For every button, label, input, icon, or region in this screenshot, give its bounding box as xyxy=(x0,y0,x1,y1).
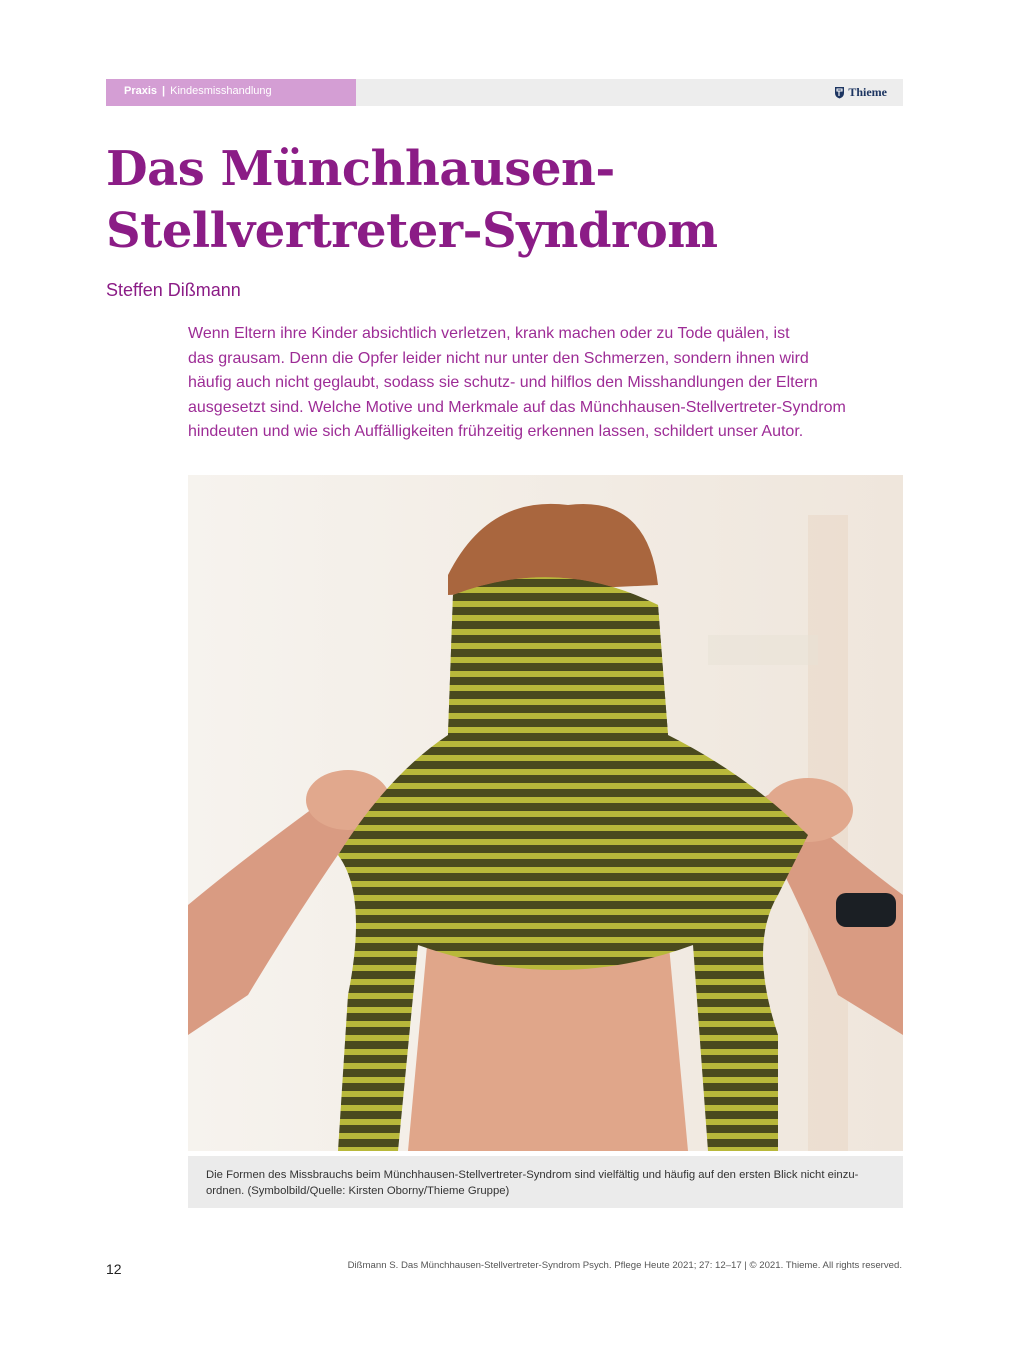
article-author: Steffen Dißmann xyxy=(106,280,241,300)
lead-paragraph xyxy=(188,322,908,445)
section-tag xyxy=(106,79,356,106)
article-title xyxy=(106,138,906,262)
photo-illustration xyxy=(188,475,903,1151)
page-number: 12 xyxy=(106,1261,122,1277)
caption-line: ordnen. (Symbolbild/Quelle: Kirsten Oborny/Thieme Gruppe) xyxy=(206,1185,510,1197)
article-photo xyxy=(188,475,903,1151)
lead-line: häufig auch nicht geglaubt, sodass sie schutz- und hilflos den Misshandlungen der Eltern xyxy=(188,374,818,391)
topic-label: Kindesmisshandlung xyxy=(170,85,272,97)
title-line: Stellvertreter-Syndrom xyxy=(106,203,718,259)
thieme-crest-icon xyxy=(834,86,845,99)
publisher-name: Thieme xyxy=(848,85,887,99)
lead-line: das grausam. Denn die Opfer leider nicht nur unter den Schmerzen, sondern ihnen wird xyxy=(188,349,809,367)
section-separator: | xyxy=(162,85,166,97)
lead-line: ausgesetzt sind. Welche Motive und Merkmale auf das Münchhausen-Stellvertreter-Syndrom xyxy=(188,398,846,416)
figure-caption xyxy=(188,1156,903,1208)
caption-line: Die Formen des Missbrauchs beim Münchhausen-Stellvertreter-Syndrom sind vielfältig und häufig auf den ersten Blick nicht einzu- xyxy=(206,1169,859,1181)
citation-footer: Dißmann S. Das Münchhausen-Stellvertreter-Syndrom Psych. Pflege Heute 2021; 27: 12–17 | © 2021. Thieme. All rights reserved. xyxy=(347,1260,902,1271)
lead-line: Wenn Eltern ihre Kinder absichtlich verletzen, krank machen oder zu Tode quälen, ist xyxy=(188,325,790,342)
lead-line: hindeuten und wie sich Auffälligkeiten frühzeitig erkennen lassen, schildert unser Autor. xyxy=(188,423,804,440)
section-label: Praxis xyxy=(124,85,158,97)
title-line: Das Münchhausen- xyxy=(106,141,615,197)
running-header xyxy=(106,79,903,106)
publisher-logo xyxy=(834,79,887,106)
